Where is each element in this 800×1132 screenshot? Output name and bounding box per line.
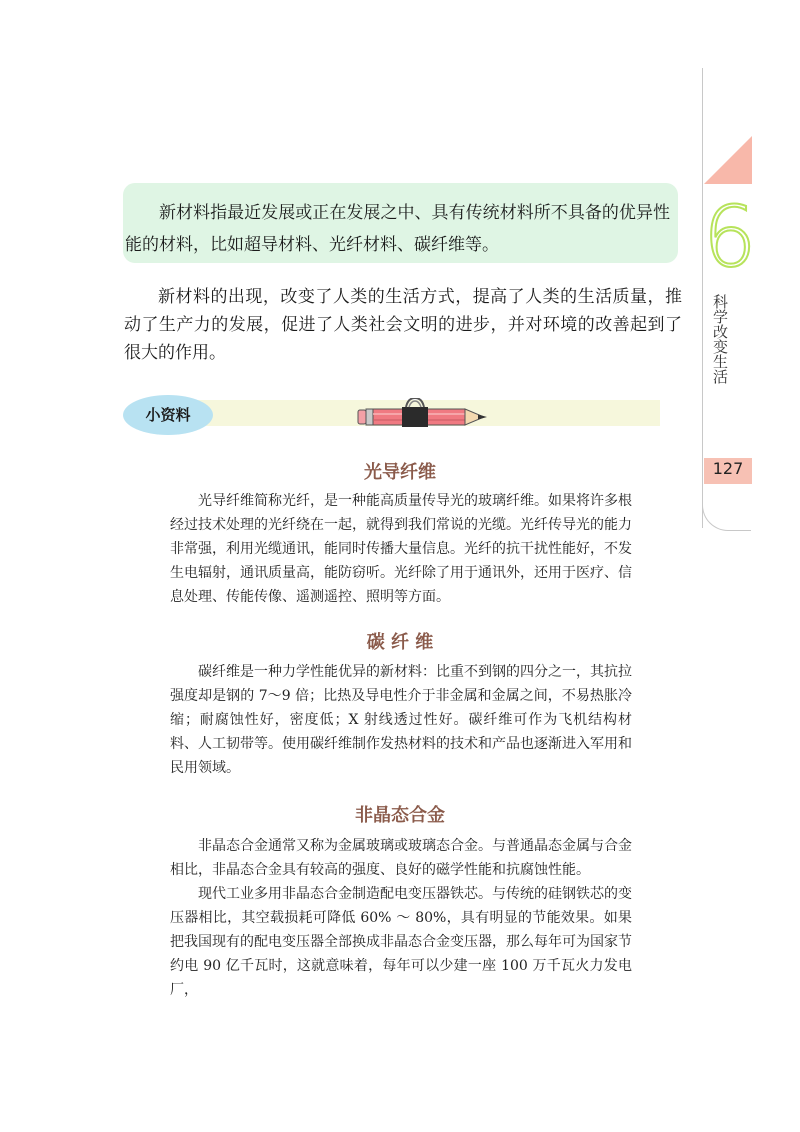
section-paragraph: 现代工业多用非晶态合金制造配电变压器铁芯。与传统的硅钢铁芯的变压器相比，其空载损耗可降低 60% ～ 80%，具有明显的节能效果。如果把我国现有的配电变压器全部换成非晶态合金变压器，那么每年可为国家节约电 90 亿千瓦时，这就意味着，每年可以少建一座 100 万千瓦火力发电厂， (170, 886, 632, 998)
section-title: 碳 纤 维 (366, 632, 434, 653)
section-paragraph: 非晶态合金通常又称为金属玻璃或玻璃态合金。与普通晶态金属与合金相比，非晶态合金具有较高的强度、良好的磁学性能和抗腐蚀性能。 (170, 838, 632, 878)
definition-text: 新材料指最近发展或正在发展之中、具有传统材料所不具备的优异性能的材料，比如超导材料、光纤材料、碳纤维等。 (125, 203, 670, 255)
intro-paragraph: 新材料的出现，改变了人类的生活方式，提高了人类的生活质量，推动了生产力的发展，促进了人类社会文明的进步，并对环境的改善起到了很大的作用。 (124, 287, 682, 363)
section-body (170, 834, 632, 1002)
section-title: 光导纤维 (364, 462, 436, 483)
page-number: 127 (712, 459, 744, 478)
side-tab-border (702, 68, 703, 528)
section-body (170, 489, 632, 609)
section-title: 非晶态合金 (355, 805, 445, 826)
chapter-title: 科学改变生活 (711, 294, 729, 384)
section-paragraph: 光导纤维简称光纤，是一种能高质量传导光的玻璃纤维。如果将许多根经过技术处理的光纤绕在一起，就得到我们常说的光缆。光纤传导光的能力非常强，利用光缆通讯，能同时传播大量信息。光纤的抗干扰性能好，不发生电辐射，通讯质量高，能防窃听。光纤除了用于通讯外，还用于医疗、信息处理、传能传像、遥测遥控、照明等方面。 (170, 493, 632, 605)
side-tab-curve (702, 490, 751, 531)
side-tab-triangle (704, 136, 752, 184)
chapter-number: 6 (703, 188, 757, 286)
pencil-icon (356, 398, 492, 434)
section-body (170, 660, 632, 780)
info-label: 小资料 (145, 406, 191, 424)
section-paragraph: 碳纤维是一种力学性能优异的新材料：比重不到钢的四分之一，其抗拉强度却是钢的 7～9 倍；比热及导电性介于非金属和金属之间，不易热胀冷缩；耐腐蚀性好，密度低；X 射线透过性好。碳纤维可作为飞机结构材料、人工韧带等。使用碳纤维制作发热材料的技术和产品也逐渐进入军用和民用领域。 (170, 664, 632, 776)
